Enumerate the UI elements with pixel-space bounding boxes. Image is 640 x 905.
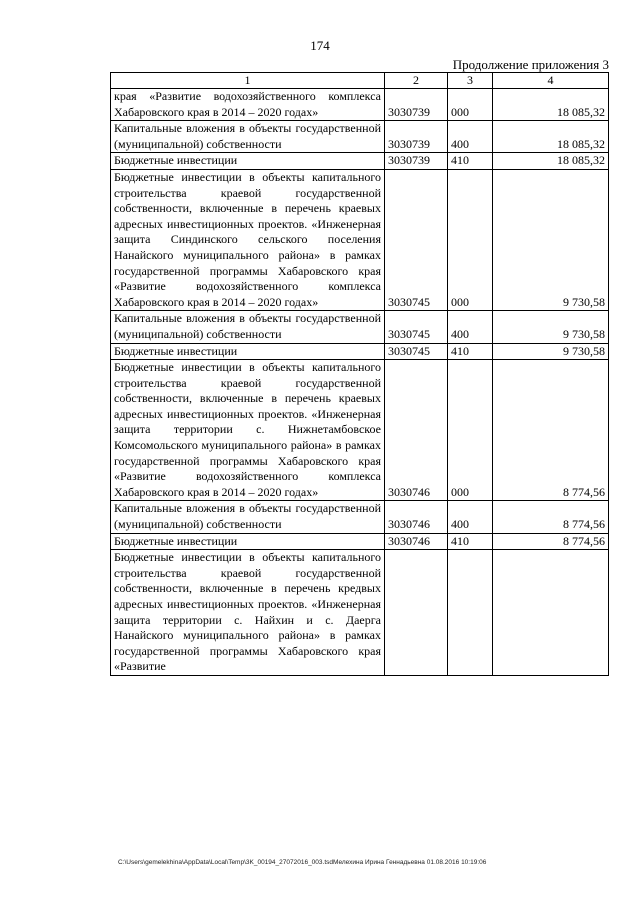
row-name: Капитальные вложения в объекты государственной (муниципальной) собственности [111,501,385,533]
budget-table [110,72,609,676]
row-target-code: 3030739 [385,89,448,121]
row-expense-kind: 000 [448,360,493,501]
table-row [111,550,609,676]
row-name: Капитальные вложения в объекты государственной (муниципальной) собственности [111,311,385,343]
row-amount: 9 730,58 [493,169,609,310]
column-header-sum: 4 [493,73,609,89]
row-amount: 18 085,32 [493,153,609,170]
row-amount: 9 730,58 [493,343,609,360]
row-amount: 18 085,32 [493,89,609,121]
row-name: Бюджетные инвестиции в объекты капитального строительства краевой государственной собственности, включенные в перечень краевых адресных инвестиционных проектов. «Инженерная защита территории с. Нижнетамбовское Комсомольского муниципального района» в рамках государственной программы Хабаровского края «Развитие водохозяйственного комплекса Хабаровского края в 2014 – 2020 годах» [111,360,385,501]
column-header-code: 2 [385,73,448,89]
row-target-code: 3030745 [385,311,448,343]
row-target-code [385,550,448,676]
row-expense-kind: 410 [448,533,493,550]
row-name: Бюджетные инвестиции [111,533,385,550]
table-row [111,533,609,550]
row-name: Бюджетные инвестиции [111,153,385,170]
row-name: Бюджетные инвестиции [111,343,385,360]
row-name: Капитальные вложения в объекты государственной (муниципальной) собственности [111,121,385,153]
row-target-code: 3030746 [385,360,448,501]
appendix-continuation-label: Продолжение приложения 3 [452,57,609,72]
row-expense-kind: 400 [448,311,493,343]
row-expense-kind [448,550,493,676]
row-amount: 9 730,58 [493,311,609,343]
table-row [111,121,609,153]
table-row [111,311,609,343]
table-row [111,501,609,533]
row-amount: 18 085,32 [493,121,609,153]
row-target-code: 3030739 [385,121,448,153]
row-target-code: 3030745 [385,343,448,360]
row-expense-kind: 000 [448,89,493,121]
row-target-code: 3030739 [385,153,448,170]
row-amount: 8 774,56 [493,360,609,501]
row-amount [493,550,609,676]
row-target-code: 3030746 [385,501,448,533]
column-header-kind: 3 [448,73,493,89]
row-name: Бюджетные инвестиции в объекты капитального строительства краевой государственной собственности, включенные в перечень кредвых адресных инвестиционных проектов. «Инженерная защита территории с. Найхин и с. Даерга Нанайского муниципального района» в рамках государственной программы Хабаровского края «Развитие [111,550,385,676]
table-row [111,89,609,121]
column-header-name: 1 [111,73,385,89]
row-name: Бюджетные инвестиции в объекты капитального строительства краевой государственной собственности, включенные в перечень краевых адресных инвестиционных проектов. «Инженерная защита Синдинского сельского поселения Нанайского муниципального района» в рамках государственной программы Хабаровского края «Развитие водохозяйственного комплекса Хабаровского края в 2014 – 2020 годах» [111,169,385,310]
table-header-row [111,73,609,89]
row-expense-kind: 400 [448,501,493,533]
row-expense-kind: 410 [448,343,493,360]
row-expense-kind: 000 [448,169,493,310]
table-row [111,360,609,501]
row-amount: 8 774,56 [493,533,609,550]
row-target-code: 3030746 [385,533,448,550]
table-row [111,169,609,310]
table-row [111,343,609,360]
table-row [111,153,609,170]
row-expense-kind: 410 [448,153,493,170]
page-number: 174 [310,38,330,53]
row-target-code: 3030745 [385,169,448,310]
row-expense-kind: 400 [448,121,493,153]
file-path-footer: C:\Users\gemelekhina\AppData\Local\Temp\3K_00194_27072016_003.tsdМелехина Ирина Геннадьевна 01.08.2016 10:19:06 [118,859,487,866]
row-name: края «Развитие водохозяйственного комплекса Хабаровского края в 2014 – 2020 годах» [111,89,385,121]
row-amount: 8 774,56 [493,501,609,533]
